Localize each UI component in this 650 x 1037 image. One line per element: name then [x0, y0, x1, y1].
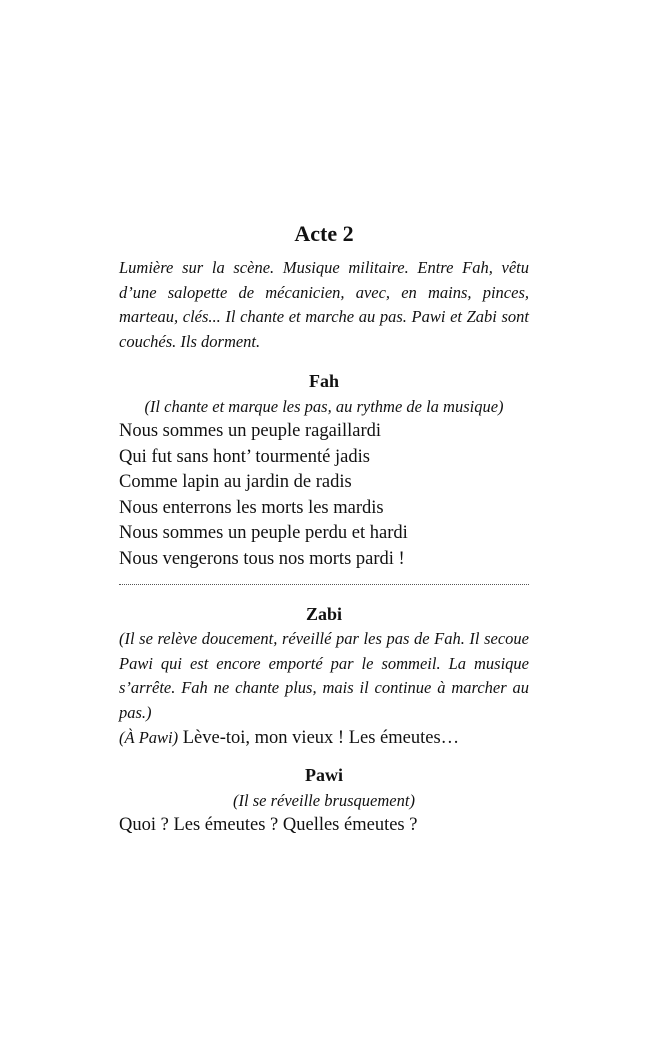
zabi-line [119, 725, 529, 752]
fah-verse-3: Comme lapin au jardin de radis [119, 472, 352, 492]
zabi-line-text: Lève-toi, mon vieux ! Les émeutes… [178, 728, 460, 748]
script-page [119, 218, 529, 838]
fah-verse-2: Qui fut sans hont’ tourmenté jadis [119, 446, 370, 467]
fah-verse-6: Nous vengerons tous nos morts pardi ! [119, 548, 405, 569]
speaker-fah: Fah [308, 371, 339, 391]
pawi-line: Quoi ? Les émeutes ? Quelles émeutes ? [119, 814, 418, 835]
speaker-pawi: Pawi [305, 764, 343, 785]
pawi-stage-direction: (Il se réveille brusquement) [233, 790, 415, 810]
fah-song [119, 419, 529, 572]
dotted-separator [119, 584, 529, 585]
fah-verse-1: Nous sommes un peuple ragaillardi [119, 421, 382, 441]
fah-verse-4: Nous enterrons les morts les mardis [119, 497, 384, 518]
speaker-zabi: Zabi [305, 604, 343, 624]
zabi-aside: (À Pawi) [119, 728, 179, 747]
opening-stage-direction: Lumière sur la scène. Musique militaire. Entre Fah, vêtu d’une salopette de mécanicien, avec, en mains, pinces, marteau, clés... Il chante et marche au pas. Pawi et Zabi sont couchés. Ils dorment. [119, 258, 529, 351]
zabi-stage-direction: (Il se relève doucement, réveillé par les pas de Fah. Il secoue Pawi qui est encore emporté par le sommeil. La musique s’arrête. Fah ne chante plus, mais il continue à marcher au pas.) [119, 629, 529, 722]
fah-verse-5: Nous sommes un peuple perdu et hardi [119, 523, 408, 543]
act-title: Acte 2 [294, 221, 354, 246]
fah-stage-direction: (Il chante et marque les pas, au rythme de la musique) [144, 397, 504, 416]
